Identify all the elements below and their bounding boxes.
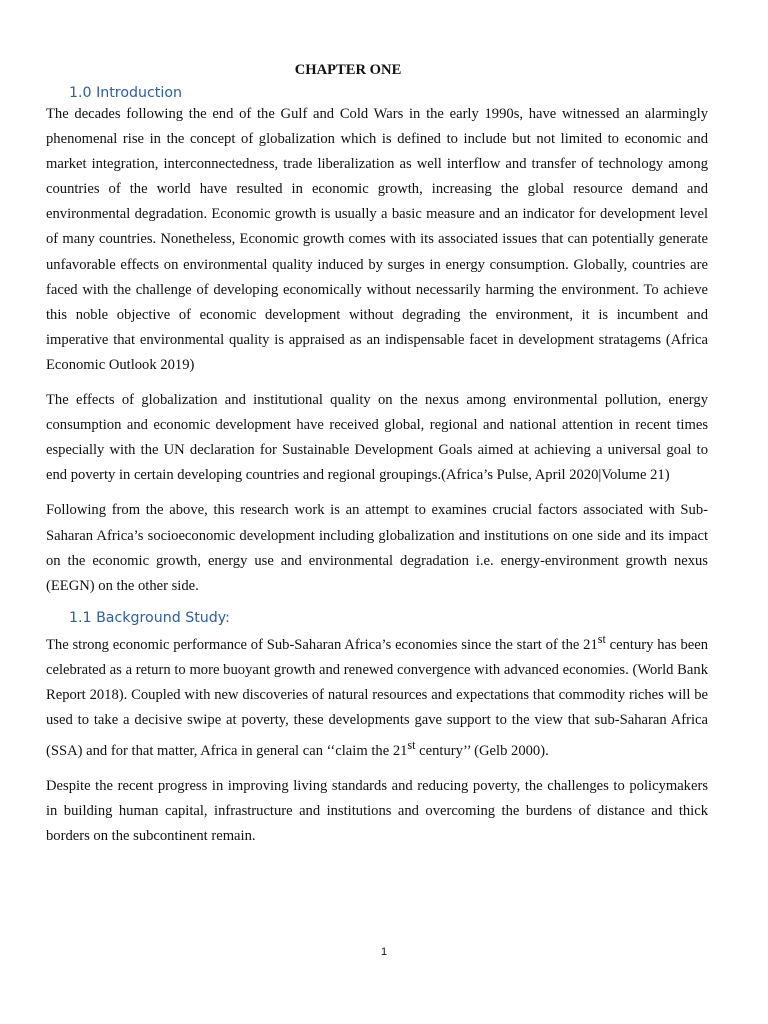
- intro-paragraph-2: The effects of globalization and institutional quality on the nexus among environmental pollution, energy consumption and economic development have received global, regional and national attention in recent times especially with the UN declaration for Sustainable Development Goals aimed at achieving a universal goal to end poverty in certain developing countries and regional groupings.(Africa’s Pulse, April 2020|Volume 21): [46, 392, 708, 484]
- document-body: [46, 58, 708, 859]
- background-paragraph-2: Despite the recent progress in improving living standards and reducing poverty, the challenges to policymakers in building human capital, infrastructure and institutions and overcoming the burdens of distance and thick borders on the subcontinent remain.: [46, 777, 708, 845]
- chapter-title: CHAPTER ONE: [294, 62, 402, 78]
- intro-paragraph-1: The decades following the end of the Gulf and Cold Wars in the early 1990s, have witnessed an alarmingly phenomenal rise in the concept of globalization which is defined to include but not limited to economic and market integration, interconnectedness, trade liberalization as well interflow and transfer of technology among countries of the world have resulted in economic growth, increasing the global resource demand and environmental degradation. Economic growth is usually a basic measure and an indicator for development level of many countries. Nonetheless, Economic growth comes with its associated issues that can potentially generate unfavorable effects on environmental quality induced by surges in energy consumption. Globally, countries are faced with the challenge of developing economically without necessarily harming the environment. To achieve this noble objective of economic development without degrading the environment, it is incumbent and imperative that environmental quality is appraised as an indispensable facet in development stratagems (Africa Economic Outlook 2019): [46, 106, 708, 373]
- background-paragraph-1-part-3: century’’ (Gelb 2000).: [415, 742, 549, 759]
- background-paragraph-1-part-1: The strong economic performance of Sub-Saharan Africa’s economies since the start of the 21: [46, 636, 598, 653]
- superscript-st: st: [597, 631, 606, 646]
- page-number: 1: [380, 946, 388, 958]
- superscript-st-2: st: [407, 738, 416, 753]
- section-heading-introduction: 1.0 Introduction: [69, 85, 182, 101]
- section-heading-background: 1.1 Background Study:: [69, 609, 230, 626]
- background-paragraph-1: [46, 627, 708, 764]
- background-paragraph-1-part-2: century has been celebrated as a return to more buoyant growth and renewed convergence with advanced economies. (World Bank Report 2018). Coupled with new discoveries of natural resources and expectations that commodity riches will be used to take a decisive swipe at poverty, these developments gave support to the view that sub-Saharan Africa (SSA) and for that matter, Africa in general can ‘‘claim the 21: [46, 636, 708, 759]
- intro-paragraph-3: Following from the above, this research work is an attempt to examines crucial factors associated with Sub-Saharan Africa’s socioeconomic development including globalization and institutions on one side and its impact on the economic growth, energy use and environmental degradation i.e. energy-environment growth nexus (EEGN) on the other side.: [46, 502, 708, 594]
